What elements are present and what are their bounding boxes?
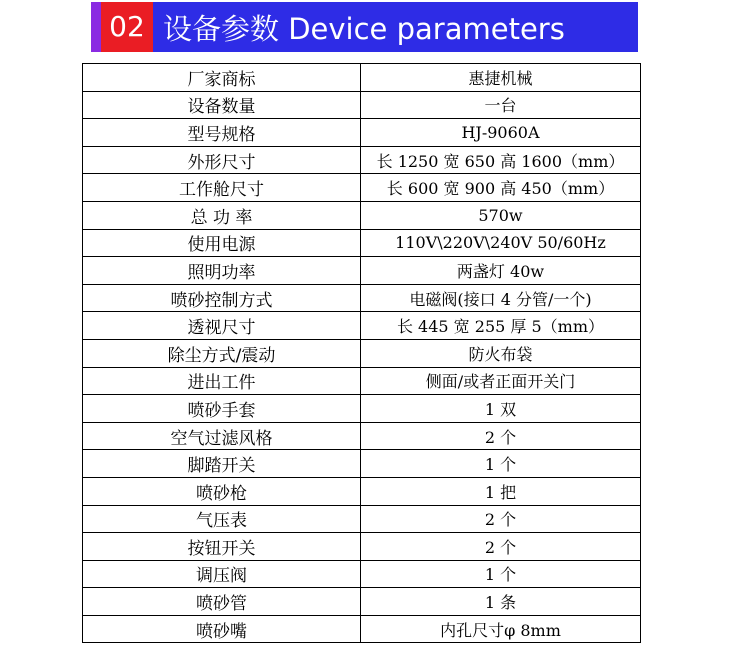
param-label: 除尘方式/震动 — [83, 339, 361, 367]
param-label: 气压表 — [83, 505, 361, 533]
param-value: 两盏灯 40w — [361, 257, 641, 285]
param-label: 喷砂管 — [83, 588, 361, 616]
param-value: 1 条 — [361, 588, 641, 616]
param-label: 进出工件 — [83, 367, 361, 395]
table-row — [83, 533, 641, 561]
param-label: 喷砂手套 — [83, 395, 361, 423]
header-accent-stripe — [91, 2, 101, 52]
param-value: 防火布袋 — [361, 339, 641, 367]
table-row — [83, 422, 641, 450]
param-value: 1 个 — [361, 560, 641, 588]
table-row — [83, 201, 641, 229]
table-row — [83, 395, 641, 423]
table-row — [83, 119, 641, 147]
table-row — [83, 615, 641, 643]
param-label: 脚踏开关 — [83, 450, 361, 478]
param-label: 工作舱尺寸 — [83, 174, 361, 202]
table-row — [83, 588, 641, 616]
param-label: 外形尺寸 — [83, 146, 361, 174]
param-label: 喷砂嘴 — [83, 615, 361, 643]
table-row — [83, 174, 641, 202]
param-value: 内孔尺寸φ 8mm — [361, 615, 641, 643]
param-label: 厂家商标 — [83, 64, 361, 92]
param-value: 110V\220V\240V 50/60Hz — [361, 229, 641, 257]
section-header-banner — [91, 2, 638, 52]
device-parameters-table — [82, 63, 641, 643]
param-value: HJ-9060A — [361, 119, 641, 147]
param-value: 长 1250 宽 650 高 1600（mm） — [361, 146, 641, 174]
param-label: 喷砂控制方式 — [83, 284, 361, 312]
table-row — [83, 64, 641, 92]
table-row — [83, 477, 641, 505]
param-label: 透视尺寸 — [83, 312, 361, 340]
param-label: 设备数量 — [83, 91, 361, 119]
section-number: 02 — [101, 2, 153, 52]
param-value: 2 个 — [361, 533, 641, 561]
table-row — [83, 505, 641, 533]
param-value: 长 445 宽 255 厚 5（mm） — [361, 312, 641, 340]
param-value: 1 双 — [361, 395, 641, 423]
table-row — [83, 257, 641, 285]
table-row — [83, 560, 641, 588]
param-label: 调压阀 — [83, 560, 361, 588]
table-row — [83, 339, 641, 367]
param-label: 照明功率 — [83, 257, 361, 285]
param-label: 空气过滤风格 — [83, 422, 361, 450]
table-row — [83, 284, 641, 312]
param-label: 按钮开关 — [83, 533, 361, 561]
param-value: 2 个 — [361, 422, 641, 450]
section-title: 设备参数 Device parameters — [163, 11, 565, 46]
param-value: 长 600 宽 900 高 450（mm） — [361, 174, 641, 202]
table-row — [83, 91, 641, 119]
param-label: 使用电源 — [83, 229, 361, 257]
table-row — [83, 229, 641, 257]
param-value: 电磁阀(接口 4 分管/一个) — [361, 284, 641, 312]
table-row — [83, 450, 641, 478]
param-value: 2 个 — [361, 505, 641, 533]
table-row — [83, 312, 641, 340]
param-value: 570w — [361, 201, 641, 229]
param-label: 喷砂枪 — [83, 477, 361, 505]
param-value: 惠捷机械 — [361, 64, 641, 92]
param-value: 侧面/或者正面开关门 — [361, 367, 641, 395]
table-row — [83, 146, 641, 174]
param-label: 型号规格 — [83, 119, 361, 147]
param-value: 1 把 — [361, 477, 641, 505]
param-value: 一台 — [361, 91, 641, 119]
param-value: 1 个 — [361, 450, 641, 478]
param-label: 总 功 率 — [83, 201, 361, 229]
table-row — [83, 367, 641, 395]
